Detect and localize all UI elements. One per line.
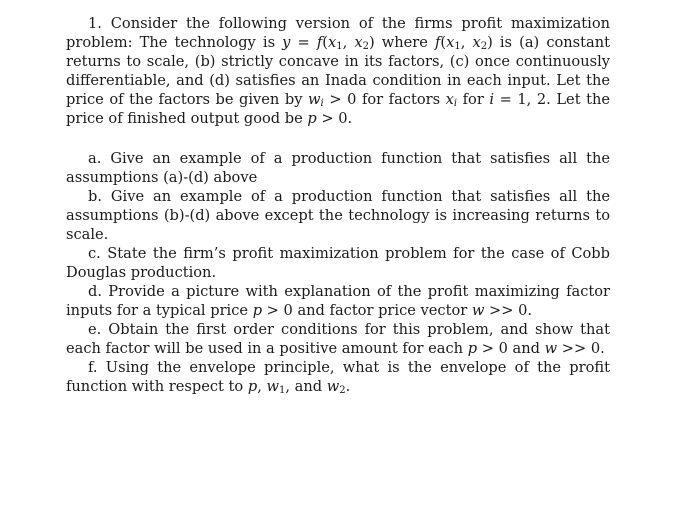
problem-intro [66,14,610,128]
part-b: b. Give an example of a production function that satisfies all the assumptions (b)-(d) above except the technology is increasing returns to scale. [66,188,610,243]
part-e: e. Obtain the first order conditions for this problem, and show that each factor will be used in a positive amount for each p > 0 and w >> 0. [66,321,610,357]
part-c: c. State the firm’s profit maximization problem for the case of Cobb Douglas production. [66,245,610,281]
part-d: d. Provide a picture with explanation of the profit maximizing factor inputs for a typical price p > 0 and factor price vector w >> 0. [66,283,610,319]
part-f: f. Using the envelope principle, what is the envelope of the profit function with respect to p, $w_1$, and $w_2$. [66,359,610,396]
problem-parts [66,149,610,396]
intro-paragraph: 1. Consider the following version of the firms profit maximization problem: The technology is $y = f(x_1$, $x_2$) where $f(x_1$, $x_2$) is (a) constant returns to scale, (b) strictly concave in its factors, (c) once continuously differentiable, and (d) satisfies an Inada condition in each input. Let the price of the factors be given by $w_i > 0$ for factors $x_i$ for i = 1, 2. Let the price of finished output good be p > 0. [66,15,611,127]
problem-number: 1. [88,15,102,32]
part-a: a. Give an example of a production function that satisfies all the assumptions (a)-(d) above [66,150,610,186]
math-y: y [282,34,291,51]
